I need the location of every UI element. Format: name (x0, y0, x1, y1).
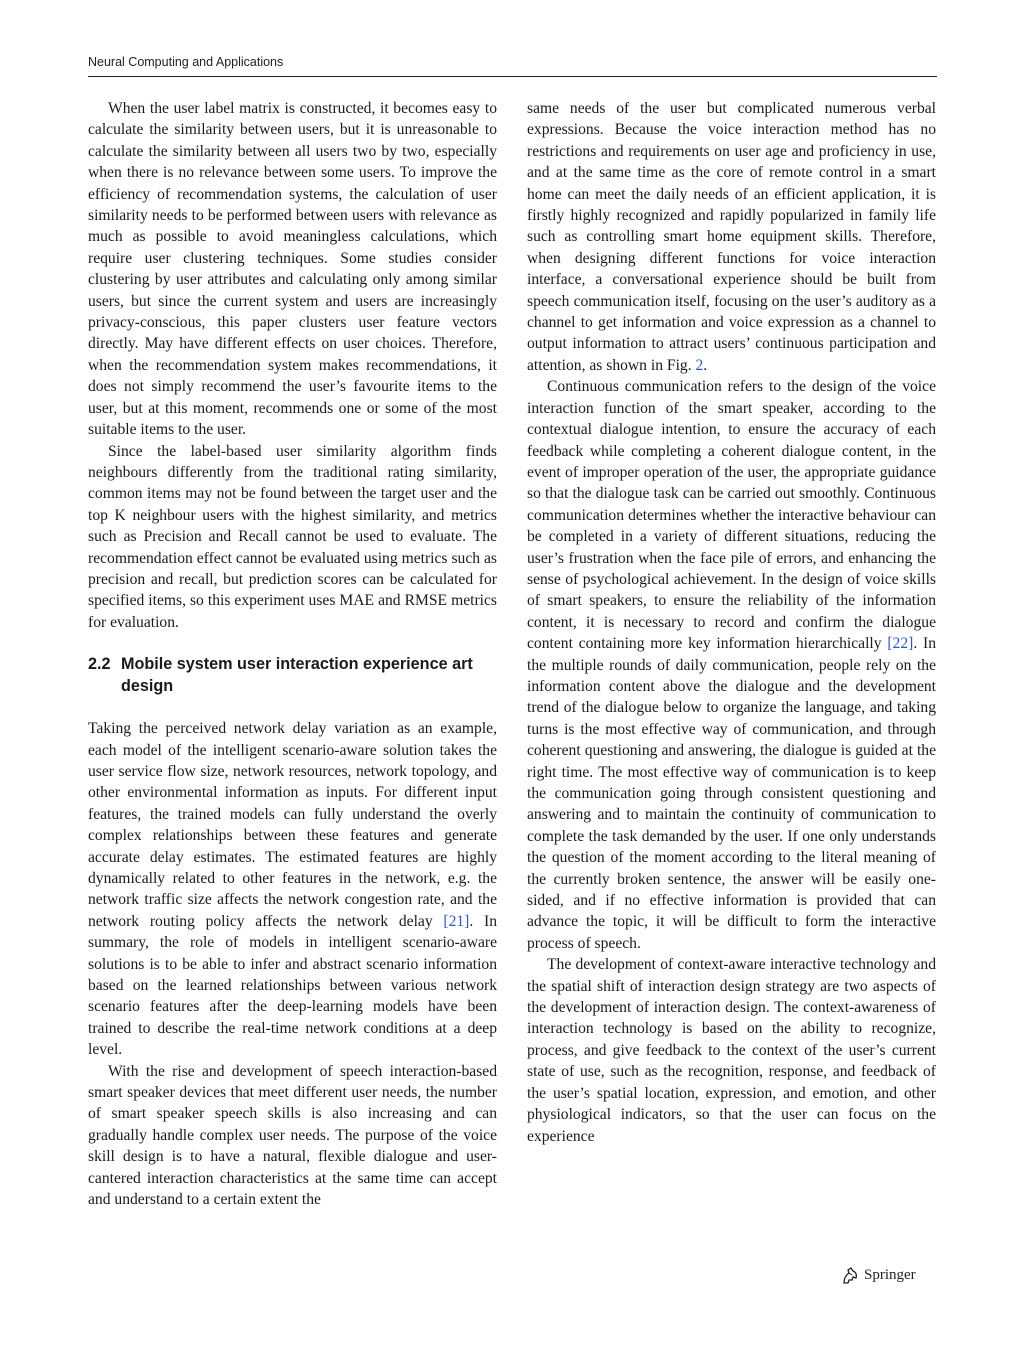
text-run: same needs of the user but complicated numerous verbal expressions. Because the voice interaction method has no restrictions and requirements on user age and proficiency in use, and at the same time as the core of remote control in a smart home can meet the daily needs of an efficient application, it is firstly highly recognized and rapidly popularized in family life such as controlling smart home equipment skills. Therefore, when designing different functions for voice interaction interface, a conversational experience should be built from speech communication itself, focusing on the user’s auditory as a channel to get information and voice expression as a channel to output information to attract users’ continuous participation and attention, as shown in Fig. (527, 100, 936, 374)
text-run: . In the multiple rounds of daily communication, people rely on the information content above the dialogue and the development trend of the dialogue below to organize the language, and taking turns is the most effective way of communication, and through coherent questioning and answering, the dialogue is guided at the right time. The most effective way of communication is to keep the communication going through consistent questioning and answering and to maintain the continuity of communication to complete the task demanded by the user. If one only understands the question of the moment according to the literal meaning of the currently broken sentence, the answer will be easily one-sided, and if no effective information is provided that can advance the topic, it will be difficult to form the interactive process of speech. (527, 635, 936, 952)
right-column (527, 98, 936, 1147)
section-number: 2.2 (88, 655, 111, 674)
text-run: . (703, 356, 708, 374)
section-heading (88, 654, 497, 697)
publisher-footer (840, 1265, 916, 1285)
citation-link[interactable]: [21] (443, 912, 470, 930)
text-run: . In summary, the role of models in intelligent scenario-aware solutions is to be able to infer and abstract scenario information based on the learned relationships between various network scenario features after the deep-learning models have been trained to describe the real-time network conditions at a deep level. (88, 912, 497, 1059)
text-run: Taking the perceived network delay variation as an example, each model of the intelligent scenario-aware solution takes the user service flow size, network resources, network topology, and other environmental information as inputs. For different input features, the trained models can fully understand the overly complex relationships between these features and generate accurate delay estimates. The estimated features are highly dynamically related to other features in the network, e.g. the network traffic size affects the network congestion rate, and the network routing policy affects the network delay (88, 720, 497, 930)
paragraph (527, 376, 936, 954)
publisher-name: Springer (864, 1266, 916, 1283)
running-head: Neural Computing and Applications (88, 55, 284, 69)
paragraph: Since the label-based user similarity algorithm finds neighbours differently from the traditional rating similarity, common items may not be found between the target user and the top K neighbour users with the highest similarity, and metrics such as Precision and Recall cannot be used to evaluate. The recommendation effect cannot be evaluated using metrics such as precision and recall, but prediction scores can be calculated for specified items, so this experiment uses MAE and RMSE metrics for evaluation. (88, 442, 497, 631)
left-column (88, 98, 497, 1211)
springer-horse-icon (840, 1265, 860, 1285)
figure-link[interactable]: 2 (695, 356, 704, 374)
paragraph: With the rise and development of speech interaction-based smart speaker devices that meet different user needs, the number of smart speaker speech skills is also increasing and can gradually handle complex user needs. The purpose of the voice skill design is to have a natural, flexible dialogue and user-cantered interaction characteristics at the same time can accept and understand to a certain extent the (88, 1062, 497, 1209)
section-title: Mobile system user interaction experience art design (121, 655, 473, 695)
citation-link[interactable]: [22] (887, 635, 914, 653)
text-run: Continuous communication refers to the design of the voice interaction function of the smart speaker, according to the contextual dialogue intention, to ensure the accuracy of each feedback while completing a coherent dialogue content, in the event of improper operation of the user, the appropriate guidance so that the dialogue task can be carried out smoothly. Continuous communication determines whether the interactive behaviour can be completed in a variety of different situations, reducing the user’s frustration when the face pile of errors, and enhancing the sense of psychological achievement. In the design of voice skills of smart speakers, to ensure the reliability of the information content, it is necessary to record and confirm the dialogue content containing more key information hierarchically (527, 378, 936, 653)
header-rule (88, 76, 937, 77)
paragraph (88, 718, 497, 1061)
paragraph (527, 98, 936, 376)
paragraph: When the user label matrix is constructed, it becomes easy to calculate the similarity between users, but it is unreasonable to calculate the similarity between all users two by two, especially when there is no relevance between some users. To improve the efficiency of recommendation systems, the calculation of user similarity needs to be performed between users with relevance as much as possible to avoid meaningless calculations, which require user clustering techniques. Some studies consider clustering by user attributes and calculating only among similar users, but since the current system and users are increasingly privacy-conscious, this paper clusters user feature vectors directly. May have different effects on user choices. Therefore, when the recommendation system makes recommendations, it does not simply recommend the user’s favourite items to the user, but at this moment, recommends one or some of the most suitable items to the user. (88, 100, 497, 439)
paragraph: The development of context-aware interactive technology and the spatial shift of interaction design strategy are two aspects of the development of interaction design. The context-awareness of interaction technology is based on the ability to recognize, process, and give feedback to the context of the user’s current state of use, such as the recognition, response, and feedback of the user’s spatial location, expression, and emotion, and other physiological indicators, so that the user can focus on the experience (527, 956, 936, 1145)
